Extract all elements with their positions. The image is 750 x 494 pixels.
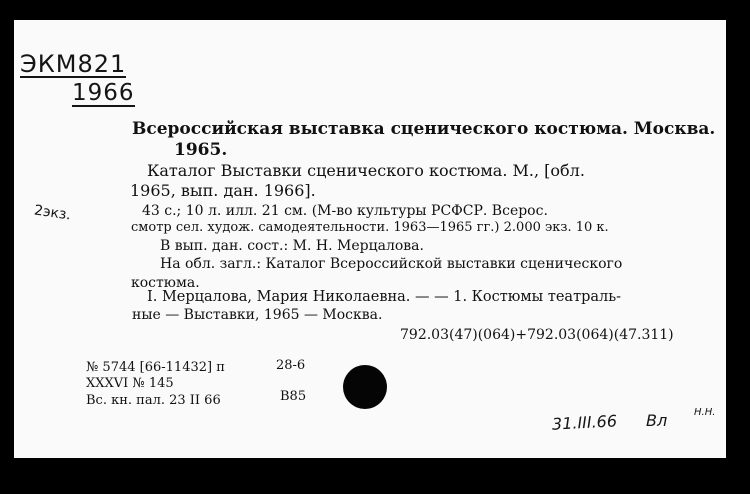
title-line1: Каталог Выставки сценического костюма. М., [обл. xyxy=(147,161,585,180)
card-punch-hole xyxy=(343,365,387,409)
title-line2: 1965, вып. дан. 1966]. xyxy=(130,181,316,200)
note-compiler: В вып. дан. сост.: М. Н. Мерцалова. xyxy=(160,238,424,254)
location-code: В85 xyxy=(280,389,307,404)
record-code: 28-6 xyxy=(276,358,306,373)
record-number: № 5744 [66-11432] п xyxy=(86,360,225,375)
catalog-card xyxy=(14,20,726,458)
processor-mark: Н.Н. xyxy=(694,407,716,418)
note-cover-title-line1: На обл. загл.: Каталог Всероссийской выставки сценического xyxy=(160,256,623,272)
call-number: ЭКМ821 xyxy=(20,50,127,78)
description-line1: 43 с.; 10 л. илл. 21 см. (М-во культуры РСФСР. Всерос. xyxy=(142,203,548,219)
tracings-line2: ные — Выставки, 1965 — Москва. xyxy=(132,307,383,323)
processing-date: 31.III.66 xyxy=(551,411,618,434)
copies-note: 2экз. xyxy=(33,202,72,224)
tracings-line1: I. Мерцалова, Мария Николаевна. — — 1. Костюмы театраль- xyxy=(147,289,622,305)
description-line2: смотр сел. худож. самодеятельности. 1963—1965 гг.) 2.000 экз. 10 к. xyxy=(131,220,609,235)
note-cover-title-line2: костюма. xyxy=(131,275,200,291)
register-number: XXXVI № 145 xyxy=(86,376,174,391)
chamber-date: Вс. кн. пал. 23 II 66 xyxy=(86,393,221,408)
acquisition-year: 1966 xyxy=(72,80,135,106)
classification-index: 792.03(47)(064)+792.03(064)(47.311) xyxy=(400,327,674,343)
processor-initials: Вл xyxy=(646,411,668,430)
entry-heading-line1: Всероссийская выставка сценического костюма. Москва. xyxy=(132,119,716,139)
entry-heading-line2: 1965. xyxy=(174,140,228,160)
